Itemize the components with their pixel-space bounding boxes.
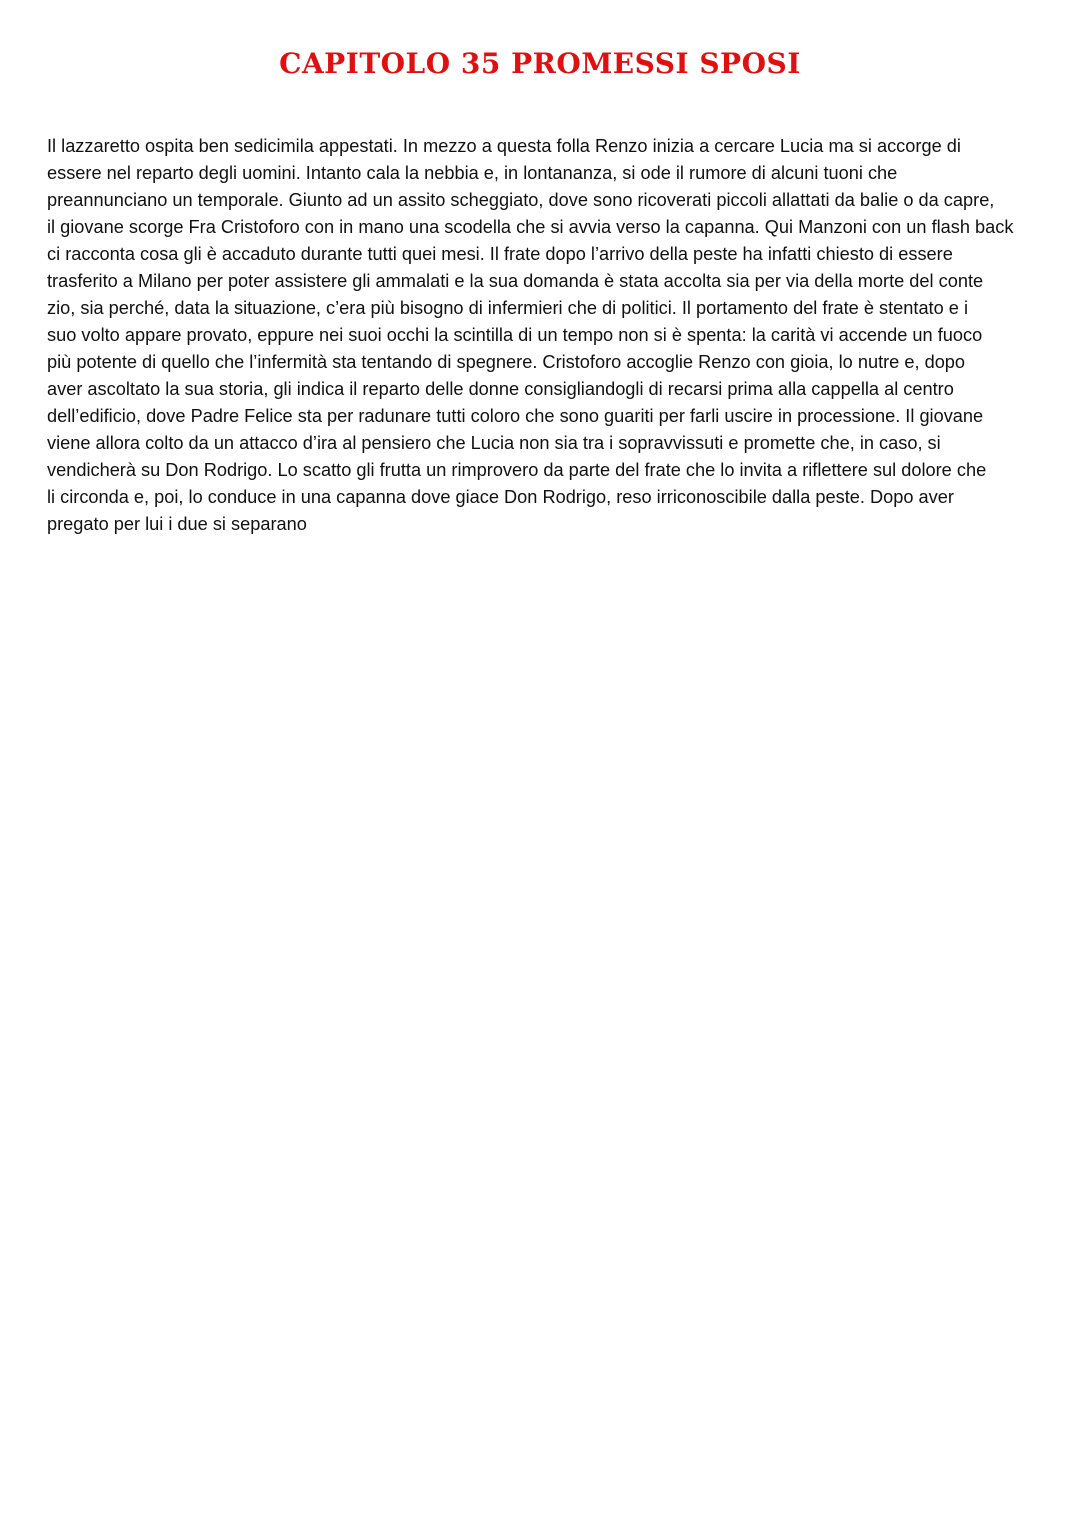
paragraph-line: aver ascoltato la sua storia, gli indica il reparto delle donne consigliandogli di recarsi prima alla cappella al centro [47, 379, 954, 399]
paragraph-line: più potente di quello che l’infermità sta tentando di spegnere. Cristoforo accoglie Renzo con gioia, lo nutre e, dopo [47, 352, 966, 372]
chapter-summary-paragraph [47, 133, 1037, 538]
paragraph-line: il giovane scorge Fra Cristoforo con in mano una scodella che si avvia verso la capanna. Qui Manzoni con un flash back [47, 217, 1014, 237]
paragraph-line: suo volto appare provato, eppure nei suoi occhi la scintilla di un tempo non si è spenta: la carità vi accende un fuoco [47, 325, 983, 345]
paragraph-line: li circonda e, poi, lo conduce in una capanna dove giace Don Rodrigo, reso irriconoscibile dalla peste. Dopo aver [47, 487, 954, 507]
paragraph-line: pregato per lui i due si separano [47, 514, 307, 534]
paragraph-line: dell’edificio, dove Padre Felice sta per radunare tutti coloro che sono guariti per farli uscire in processione. Il giovane [47, 406, 984, 426]
paragraph-line: ci racconta cosa gli è accaduto durante tutti quei mesi. Il frate dopo l’arrivo della peste ha infatti chiesto di essere [47, 244, 953, 264]
paragraph-line: vendicherà su Don Rodrigo. Lo scatto gli frutta un rimprovero da parte del frate che lo invita a riflettere sul dolore che [47, 460, 987, 480]
paragraph-line: zio, sia perché, data la situazione, c’era più bisogno di infermieri che di politici. Il portamento del frate è stentato e i [47, 298, 968, 318]
paragraph-line: preannunciano un temporale. Giunto ad un assito scheggiato, dove sono ricoverati piccoli allattati da balie o da capre, [47, 190, 995, 210]
paragraph-line: Il lazzaretto ospita ben sedicimila appestati. In mezzo a questa folla Renzo inizia a cercare Lucia ma si accorge di [47, 136, 961, 156]
paragraph-line: essere nel reparto degli uomini. Intanto cala la nebbia e, in lontananza, si ode il rumore di alcuni tuoni che [47, 163, 898, 183]
chapter-title: CAPITOLO 35 PROMESSI SPOSI [279, 47, 801, 80]
paragraph-line: viene allora colto da un attacco d’ira al pensiero che Lucia non sia tra i sopravvissuti e promette che, in caso, si [47, 433, 941, 453]
paragraph-line: trasferito a Milano per poter assistere gli ammalati e la sua domanda è stata accolta sia per via della morte del conte [47, 271, 984, 291]
